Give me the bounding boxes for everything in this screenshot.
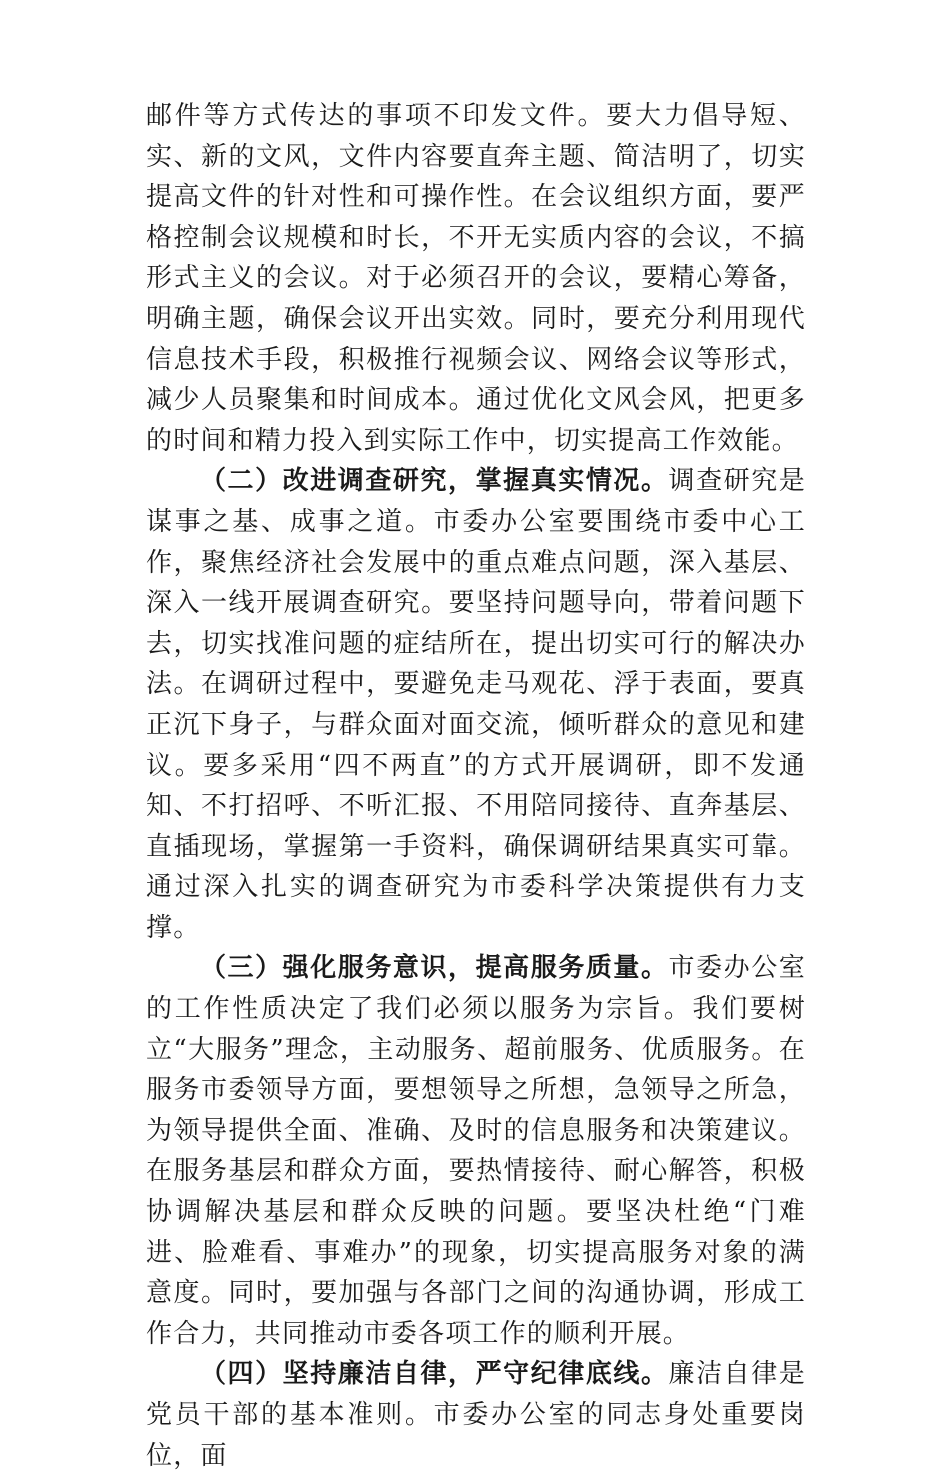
paragraph-section-2	[146, 461, 806, 948]
paragraph-text: 邮件等方式传达的事项不印发文件。要大力倡导短、实、新的文风，文件内容要直奔主题、简洁明了，切实提高文件的针对性和可操作性。在会议组织方面，要严格控制会议规模和时长，不开无实质内容的会议，不搞形式主义的会议。对于必须召开的会议，要精心筹备，明确主题，确保会议开出实效。同时，要充分利用现代信息技术手段，积极推行视频会议、网络会议等形式，减少人员聚集和时间成本。通过优化文风会风，把更多的时间和精力投入到实际工作中，切实提高工作效能。	[146, 101, 806, 456]
document-page	[146, 96, 806, 1476]
section-heading: （四）坚持廉洁自律，严守纪律底线。	[200, 1359, 669, 1390]
paragraph-text: 调查研究是谋事之基、成事之道。市委办公室要围绕市委中心工作，聚焦经济社会发展中的重点难点问题，深入基层、深入一线开展调查研究。要坚持问题导向，带着问题下去，切实找准问题的症结所在，提出切实可行的解决办法。在调研过程中，要避免走马观花、浮于表面，要真正沉下身子，与群众面对面交流，倾听群众的意见和建议。要多采用“四不两直”的方式开展调研，即不发通知、不打招呼、不听汇报、不用陪同接待、直奔基层、直插现场，掌握第一手资料，确保调研结果真实可靠。通过深入扎实的调查研究为市委科学决策提供有力支撑。	[146, 466, 806, 943]
section-heading: （三）强化服务意识，提高服务质量。	[200, 953, 669, 984]
section-heading: （二）改进调查研究，掌握真实情况。	[200, 466, 669, 497]
paragraph-continuation	[146, 96, 806, 461]
paragraph-section-4	[146, 1354, 806, 1476]
paragraph-section-3	[146, 948, 806, 1354]
paragraph-text: 市委办公室的工作性质决定了我们必须以服务为宗旨。我们要树立“大服务”理念，主动服务、超前服务、优质服务。在服务市委领导方面，要想领导之所想，急领导之所急，为领导提供全面、准确、及时的信息服务和决策建议。在服务基层和群众方面，要热情接待、耐心解答，积极协调解决基层和群众反映的问题。要坚决杜绝“门难进、脸难看、事难办”的现象，切实提高服务对象的满意度。同时，要加强与各部门之间的沟通协调，形成工作合力，共同推动市委各项工作的顺利开展。	[146, 953, 806, 1349]
paragraph-text: 廉洁自律是党员干部的基本准则。市委办公室的同志身处重要岗位，面	[146, 1359, 806, 1471]
